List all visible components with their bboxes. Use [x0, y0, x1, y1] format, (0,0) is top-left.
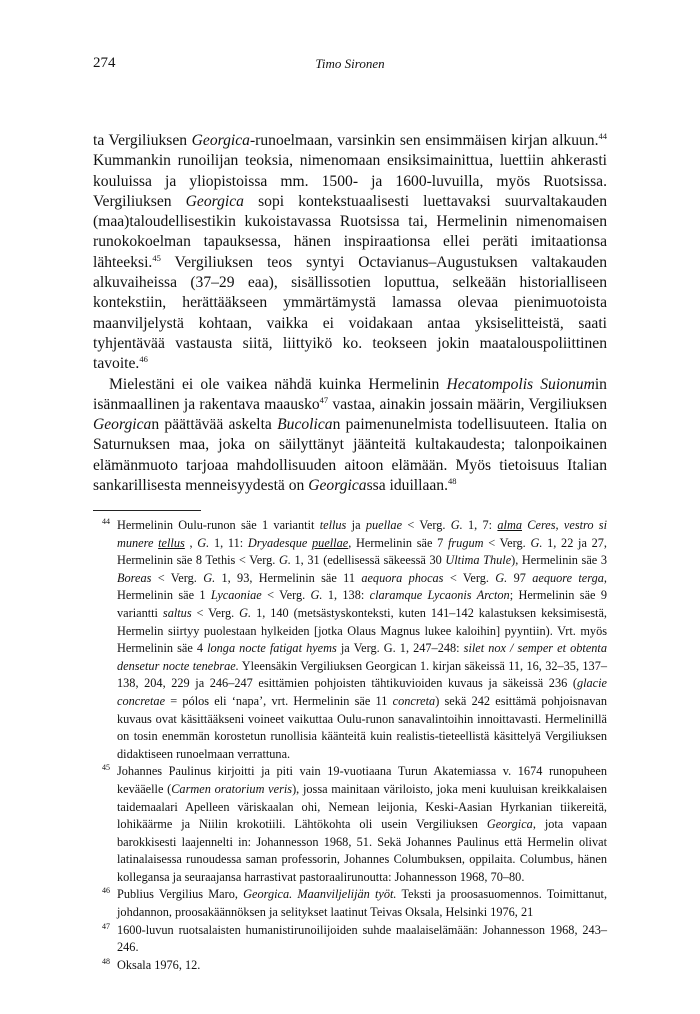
footnote-number: 47 — [102, 921, 110, 931]
footnotes — [93, 517, 607, 974]
footnote-number: 48 — [102, 956, 110, 966]
main-text — [93, 131, 607, 496]
footnote-separator — [93, 510, 201, 511]
footnote-46: 46 Publius Vergilius Maro, Georgica. Maanviljelijän työt. Teksti ja proosasuomennos. Toimittanut, johdannon, proosakäännöksen ja selitykset laatinut Teivas Oksala, Helsinki 1976, 21 — [102, 886, 608, 920]
footnote-ref-48[interactable]: 48 — [447, 476, 457, 487]
footnote-ref-46[interactable]: 46 — [139, 354, 148, 365]
footnote-number: 44 — [102, 517, 110, 526]
footnote-44: 44 Hermelinin Oulu-runon säe 1 variantit tellus ja puellae < Verg. G. 1, 7: alma Ceres, vestro si munere tellus , G. 1, 11: Dryadesque puellae, Hermelinin säe 7 frugum < Verg. G. 1, 22 ja 27, Hermelinin säe 8 Tethis < Verg. G. 1, 31 (edellisessä säkeessä 30 Ultima Thule), Hermelinin säe 3 Boreas < Verg. G. 1, 93, Hermelinin säe 11 aequora phocas < Verg. G. 97 aequore terga, Hermelinin säe 1 Lycaoniae < Verg. G. 1, 138: claramque Lycaonis Arcton; Hermelinin säe 9 variantti saltus < Verg. G. 1, 140 (metsästyskonteksti, kuten 141–142 kalastuksen keksimisestä, Hermelin siirtyy puolestaan hylkeiden [jotka Olaus Magnus lukee kaloihin] pyyntiin). Vrt. myös Hermelinin säe 4 longa nocte fatigat hyems ja Verg. G. 1, 247–248: silet nox / semper et obtenta densetur nocte tenebrae. Yleensäkin Vergiliuksen Georgican 1. kirjan säkeissä 11, 16, 32–35, 137–138, 204, 229 ja 246–247 esittämien pohjoisten tähtikuvioiden kuvaus ja säkeissä 236 (glacie concretae = pólos eli ‘napa’, vrt. Hermelinin säe 11 concreta) sekä 242 esittämä pohjoisnavan kuvaus ovat käsittääkseni voineet vaikuttaa Oulu-runon sanavalintoihin innoittavasti. Hermelinillä on tosin enemmän korostetun runollisia käänteitä kuin realistis-tieteellistä käsittelyä Vergiliuksen didaktiseen runoelmaan verrattuna. — [102, 517, 608, 761]
footnote-ref-45[interactable]: 45 — [152, 252, 161, 263]
footnote-ref-44[interactable]: 44 — [598, 131, 607, 141]
paragraph-1: ta Vergiliuksen Georgica-runoelmaan, varsinkin sen ensimmäisen kirjan alkuun.$^{44}$ Kummankin runoilijan teoksia, nimenomaan ensiksimainittua, luettiin ahkerasti kouluissa ja yliopistoissa mm. 1500- ja 1600-luvuilla, myös Ruotsissa. Vergiliuksen Georgica sopi kontekstuaalisesti luettavaksi suurvaltakauden (maa)taloudellisestikin kukoistavassa Ruotsissa tai, Hermelinin nimenomaisen runokokoelman tapauksessa, hänen inspiraationsa ellei peräti imitaationsa lähteeksi.$^{45}$ Vergiliuksen teos syntyi Octavianus–Augustuksen valtakauden alkuvaiheissa (37–29 eaa), sisällissotien loputtua, selkeään historialliseen kontekstiin, herättääkseen ymmärtämystä lamassa olevaa pienimuotoista maanviljelystä kohtaan, vaikka ei voidakaan antaa yksiselitteistä, saati tyhjentävää vastausta siitä, liittyikö ko. teokseen jokin maatalouspoliittinen tavoite.$^{46}$ — [93, 131, 608, 373]
footnote-number: 45 — [102, 763, 110, 773]
footnote-ref-47[interactable]: 47 — [319, 394, 329, 405]
footnote-48: 48 Oksala 1976, 12. — [102, 956, 201, 972]
footnote-47: 47 1600-luvun ruotsalaisten humanistirunoilijoiden suhde maalaiselämään: Johannesson 1968, 243–246. — [102, 921, 607, 955]
footnote-number: 46 — [102, 886, 110, 896]
paragraph-2: Mielestäni ei ole vaikea nähdä kuinka Hermelinin Hecatompolis Suionumin isänmaallinen ja rakentava maausko$^{47}$ vastaa, ainakin jossain määrin, Vergiliuksen Georgican päättävää askelta Bucolican paimenunelmista todellisuuteen. Italia on Saturnuksen maa, joka on säilyttänyt jäänteitä kultakaudesta; talonpoikainen elämänmuoto tarjoaa mahdollisuuden aitoon elämään. Myös tietoisuus Italian sankarillisesta menneisyydestä on Georgicassa iduillaan.$^{48}$ — [93, 375, 607, 495]
page-number: 274 — [93, 55, 116, 71]
running-head-author: Timo Sironen — [315, 56, 385, 71]
footnote-45: 45 Johannes Paulinus kirjoitti ja piti vain 19-vuotiaana Turun Akatemiassa v. 1674 runopuheen kevääelle (Carmen oratorium veris), jossa mainitaan väriloisto, joka meni kuuluisan kreikkalaisen taidemaalari Apelleen väriskaalan ohi, Nemean leijonia, Keski-Aasian Hyrkanian tiikereitä, lohikäärme ja Niilin krokotiili. Lähtökohta oli usein Vergiliuksen Georgica, jota vapaan barokkisesti laajennelti in: Johannesson 1968, 51. Sekä Johannes Paulinus että Hermelin olivat latinalaisessa runoudessa saman professorin, Johannes Columbuksen, oppilaita. Columbus, hänen kollegansa ja seuraajansa harrastivat pastoraalirunoutta: Johannesson 1968, 70–80. — [102, 763, 607, 884]
